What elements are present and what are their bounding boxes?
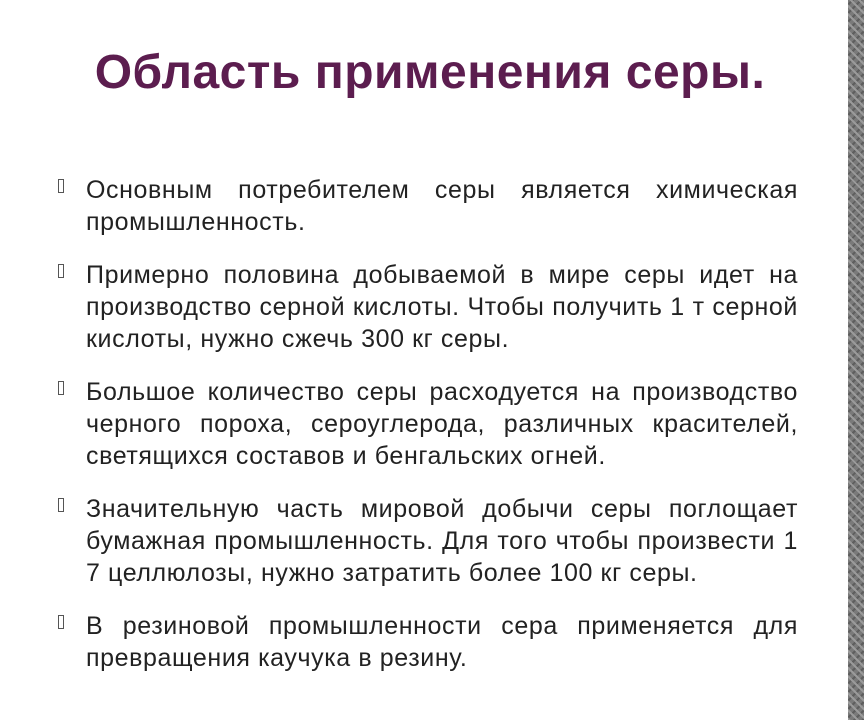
bullet-text: Примерно половина добываемой в мире серы идет на производство серной кислоты. Чтобы получить 1 т серной кислоты, нужно сжечь 300 кг серы.: [86, 261, 798, 353]
bullet-text: В резиновой промышленности сера применяется для превращения каучука в резину.: [86, 612, 798, 672]
bullet-list: [58, 174, 798, 695]
bullet-item: [58, 493, 798, 589]
bullet-item: [58, 376, 798, 472]
bullet-text: Большое количество серы расходуется на производство черного пороха, сероуглерода, различных красителей, светящихся составов и бенгальских огней.: [86, 378, 798, 470]
bullet-item: [58, 610, 798, 674]
bullet-item: [58, 259, 798, 355]
slide-edge-texture: [848, 0, 864, 720]
square-bullet-icon: [58, 264, 64, 278]
bullet-text: Значительную часть мировой добычи серы поглощает бумажная промышленность. Для того чтобы произвести 1 7 целлюлозы, нужно затратить более 100 кг серы.: [86, 495, 798, 587]
square-bullet-icon: [58, 381, 64, 395]
slide-title: Область применения серы.: [94, 46, 766, 99]
square-bullet-icon: [58, 615, 64, 629]
square-bullet-icon: [58, 179, 64, 193]
bullet-text: Основным потребителем серы является химическая промышленность.: [86, 176, 798, 236]
square-bullet-icon: [58, 498, 64, 512]
bullet-item: [58, 174, 798, 238]
